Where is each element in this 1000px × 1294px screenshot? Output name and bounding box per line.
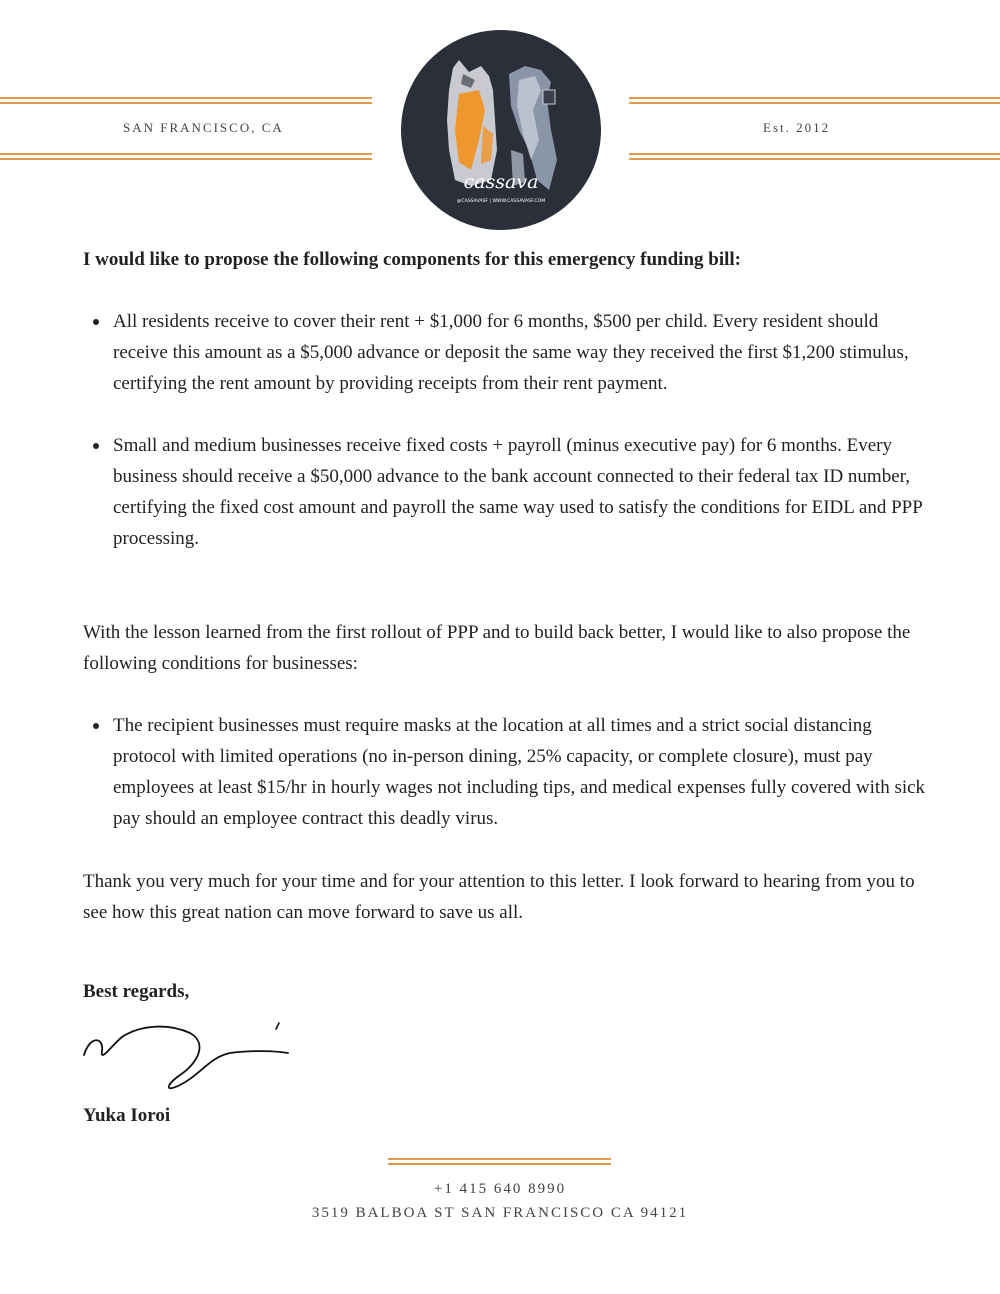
footer-address: 3519 BALBOA ST SAN FRANCISCO CA 94121 (311, 1205, 689, 1221)
signature (80, 1015, 295, 1095)
header-rule-right-bottom-2 (629, 158, 1000, 160)
header-rule-left-bottom (0, 153, 372, 155)
footer-phone: +1 415 640 8990 (433, 1181, 567, 1197)
component-item: All residents receive to cover their rent + $1,000 for 6 months, $500 per child. Every resident should receive this amount as a $5,000 advance or deposit the same way they received the first $1,200 stimulus, certifying the rent amount by providing receipts from their rent payment. (113, 306, 933, 399)
logo-brand: cassava (463, 171, 539, 193)
header-rule-right-bottom (629, 153, 1000, 155)
logo-tagline: @CASSAVASF | WWW.CASSAVASF.COM (456, 199, 546, 204)
header-location: SAN FRANCISCO, CA (123, 120, 284, 135)
header-rule-right-top (629, 97, 1000, 99)
letter-heading: I would like to propose the following components for this emergency funding bill: (83, 249, 742, 270)
components-list (83, 306, 933, 554)
header-rule-left-bottom-2 (0, 158, 372, 160)
condition-item: The recipient businesses must require masks at the location at all times and a strict social distancing protocol with limited operations (no in-person dining, 25% capacity, or complete closure), must pay employees at least $15/hr in hourly wages not including tips, and medical expenses fully covered with sick pay should an employee contract this deadly virus. (113, 710, 933, 834)
header-rule-left-top (0, 97, 372, 99)
conditions-list (83, 710, 933, 834)
header-established: Est. 2012 (763, 120, 831, 135)
component-item: Small and medium businesses receive fixed costs + payroll (minus executive pay) for 6 months. Every business should receive a $50,000 advance to the bank account connected to their federal tax ID number, certifying the fixed cost amount and payroll the same way used to satisfy the conditions for EIDL and PPP processing. (113, 430, 933, 554)
closing: Best regards, (83, 981, 190, 1002)
footer-rule-top (388, 1158, 611, 1160)
header-rule-left-top-2 (0, 102, 372, 104)
signer-name: Yuka Ioroi (83, 1105, 171, 1126)
conditions-intro: With the lesson learned from the first rollout of PPP and to build back better, I would like to also propose the following conditions for businesses: (83, 622, 911, 674)
footer-rule-bottom (388, 1163, 611, 1165)
thanks-paragraph: Thank you very much for your time and for your attention to this letter. I look forward to hearing from you to see how this great nation can move forward to save us all. (83, 871, 915, 923)
header-rule-right-top-2 (629, 102, 1000, 104)
cassava-logo (401, 30, 601, 230)
logo-artwork (401, 30, 601, 230)
